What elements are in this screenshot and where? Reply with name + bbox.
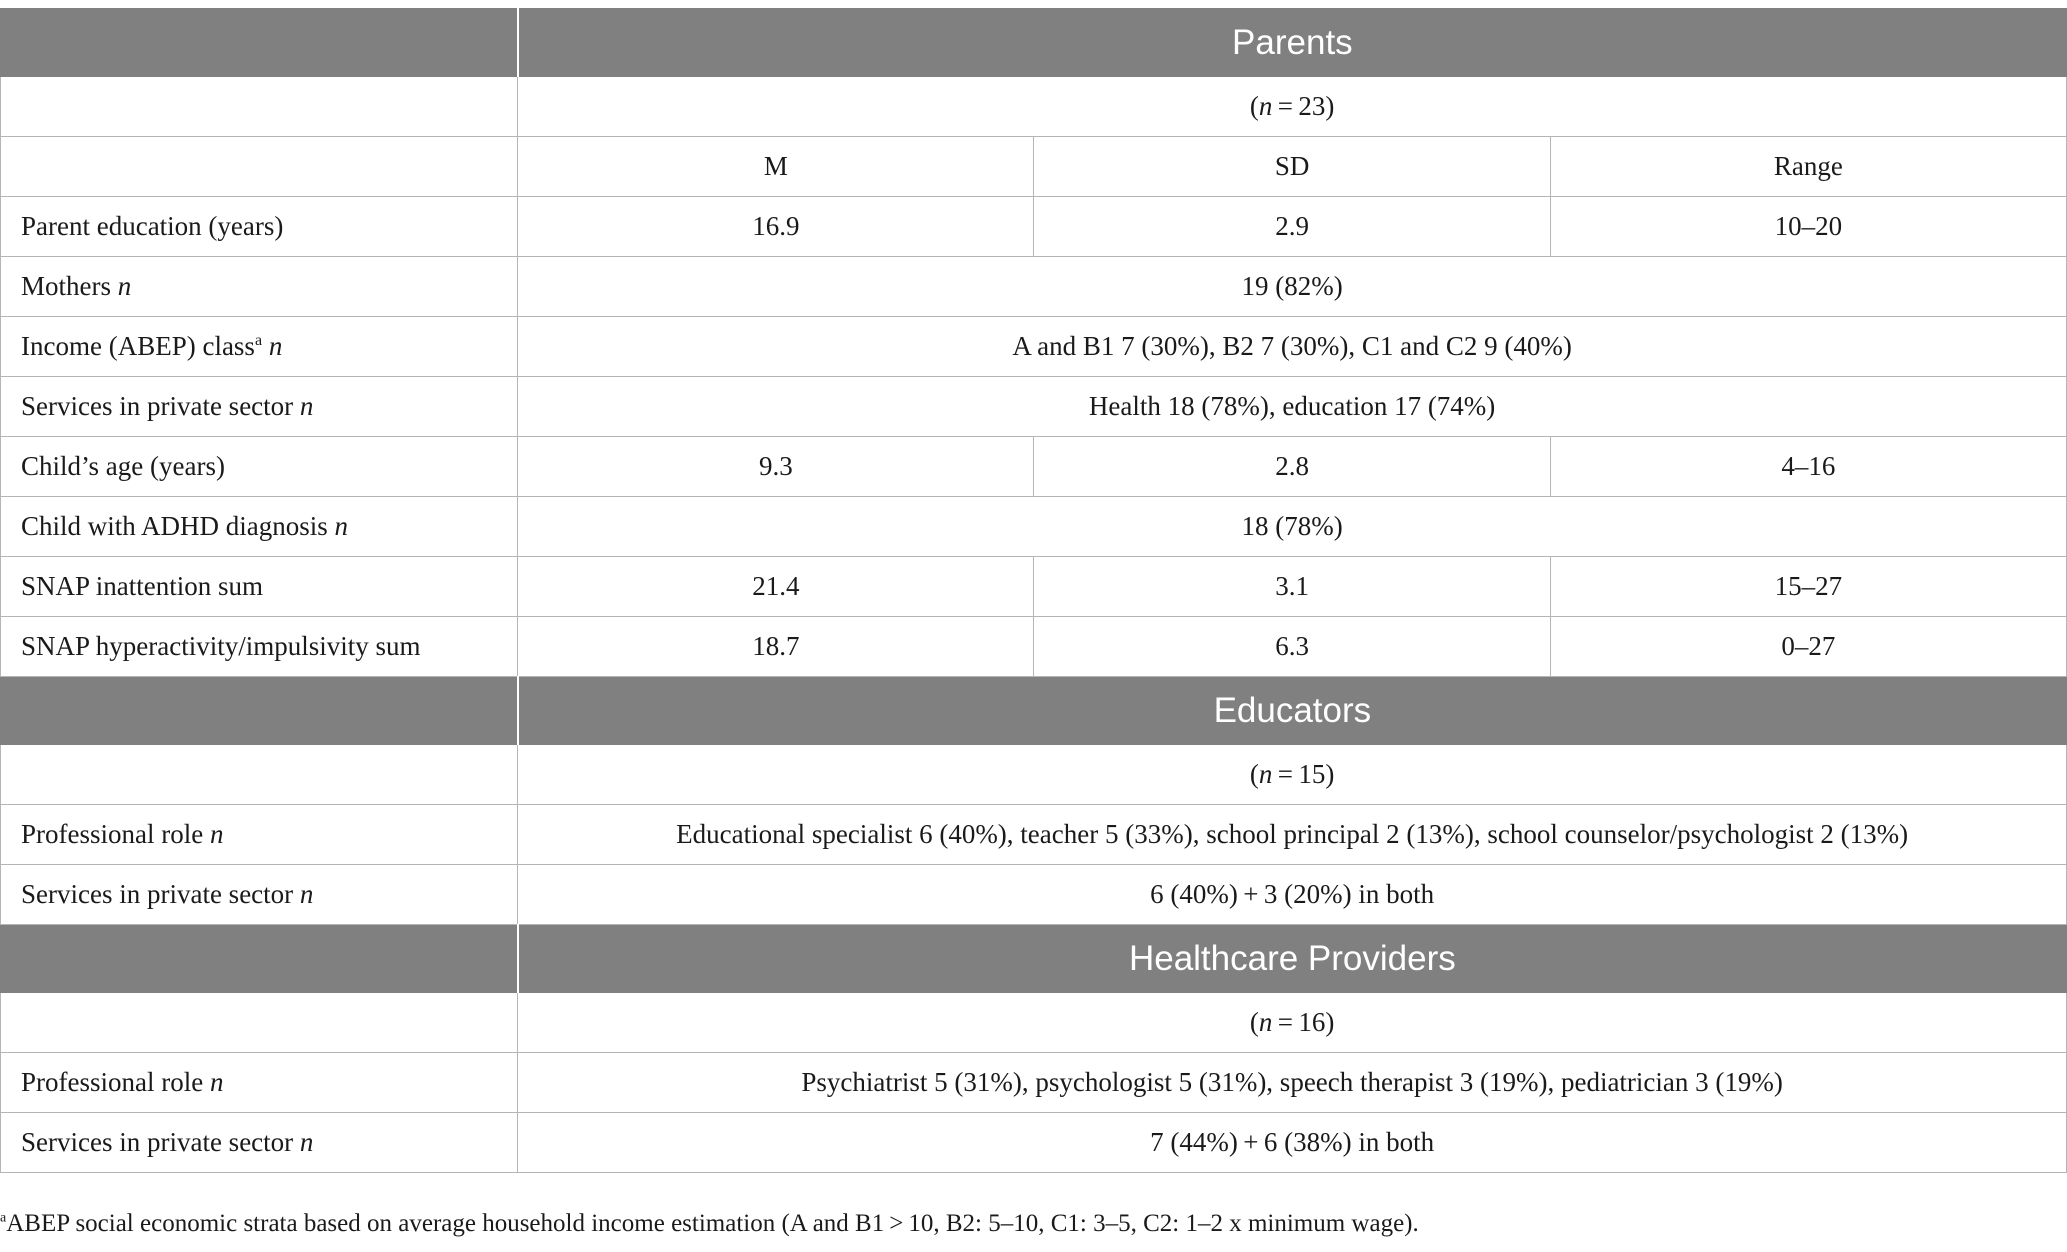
column-header-m: M	[518, 137, 1034, 197]
table-row	[1, 805, 2067, 865]
row-label: Child with ADHD diagnosis n	[1, 497, 518, 557]
sample-size-row	[1, 993, 2067, 1053]
table-row	[1, 1053, 2067, 1113]
cell-value: Health 18 (78%), education 17 (74%)	[518, 377, 2067, 437]
sample-size: (n = 23)	[518, 77, 2067, 137]
cell-value: Psychiatrist 5 (31%), psychologist 5 (31%), speech therapist 3 (19%), pediatrician 3 (19%)	[518, 1053, 2067, 1113]
cell-sd: 2.8	[1034, 437, 1550, 497]
demographics-table	[0, 8, 2067, 1173]
section-header-educators	[1, 677, 2067, 745]
section-title: Parents	[518, 9, 2067, 77]
row-label: Services in private sector n	[1, 865, 518, 925]
table-row	[1, 1113, 2067, 1173]
cell-value: 6 (40%) + 3 (20%) in both	[518, 865, 2067, 925]
column-header-range: Range	[1550, 137, 2066, 197]
cell-sd: 3.1	[1034, 557, 1550, 617]
row-label: SNAP inattention sum	[1, 557, 518, 617]
sample-size-row	[1, 745, 2067, 805]
cell-m: 21.4	[518, 557, 1034, 617]
table-footnote	[0, 1210, 1419, 1238]
row-label: Mothers n	[1, 257, 518, 317]
footnote-marker: a	[0, 1210, 7, 1226]
table-row	[1, 497, 2067, 557]
cell-value: 7 (44%) + 6 (38%) in both	[518, 1113, 2067, 1173]
cell-m: 18.7	[518, 617, 1034, 677]
row-label: Child’s age (years)	[1, 437, 518, 497]
section-header-parents	[1, 9, 2067, 77]
column-header-sd: SD	[1034, 137, 1550, 197]
sample-size: (n = 15)	[518, 745, 2067, 805]
cell-range: 15–27	[1550, 557, 2066, 617]
table-row	[1, 557, 2067, 617]
demographics-table-container	[0, 8, 2067, 1173]
table-row	[1, 377, 2067, 437]
row-label: Services in private sector n	[1, 1113, 518, 1173]
sample-size-row	[1, 77, 2067, 137]
row-label: Professional role n	[1, 1053, 518, 1113]
section-header-healthcare-providers	[1, 925, 2067, 993]
cell-range: 0–27	[1550, 617, 2066, 677]
table-row	[1, 197, 2067, 257]
footnote-marker: a	[254, 332, 263, 349]
cell-value: 19 (82%)	[518, 257, 2067, 317]
column-header-row	[1, 137, 2067, 197]
table-row	[1, 617, 2067, 677]
row-label: Professional role n	[1, 805, 518, 865]
cell-range: 4–16	[1550, 437, 2066, 497]
section-title: Healthcare Providers	[518, 925, 2067, 993]
row-label: Income (ABEP) class$^a$ n	[1, 317, 518, 377]
cell-value: A and B1 7 (30%), B2 7 (30%), C1 and C2 9 (40%)	[518, 317, 2067, 377]
cell-sd: 2.9	[1034, 197, 1550, 257]
table-row	[1, 865, 2067, 925]
row-label: Services in private sector n	[1, 377, 518, 437]
sample-size: (n = 16)	[518, 993, 2067, 1053]
table-row	[1, 437, 2067, 497]
cell-m: 16.9	[518, 197, 1034, 257]
cell-m: 9.3	[518, 437, 1034, 497]
cell-sd: 6.3	[1034, 617, 1550, 677]
cell-value: Educational specialist 6 (40%), teacher 5 (33%), school principal 2 (13%), school counselor/psychologist 2 (13%)	[518, 805, 2067, 865]
table-row	[1, 257, 2067, 317]
section-title: Educators	[518, 677, 2067, 745]
cell-value: 18 (78%)	[518, 497, 2067, 557]
cell-range: 10–20	[1550, 197, 2066, 257]
footnote-text: ABEP social economic strata based on average household income estimation (A and B1 > 10, B2: 5–10, C1: 3–5, C2: 1–2 x minimum wage).	[6, 1210, 1419, 1237]
table-row	[1, 317, 2067, 377]
row-label: SNAP hyperactivity/impulsivity sum	[1, 617, 518, 677]
row-label: Parent education (years)	[1, 197, 518, 257]
